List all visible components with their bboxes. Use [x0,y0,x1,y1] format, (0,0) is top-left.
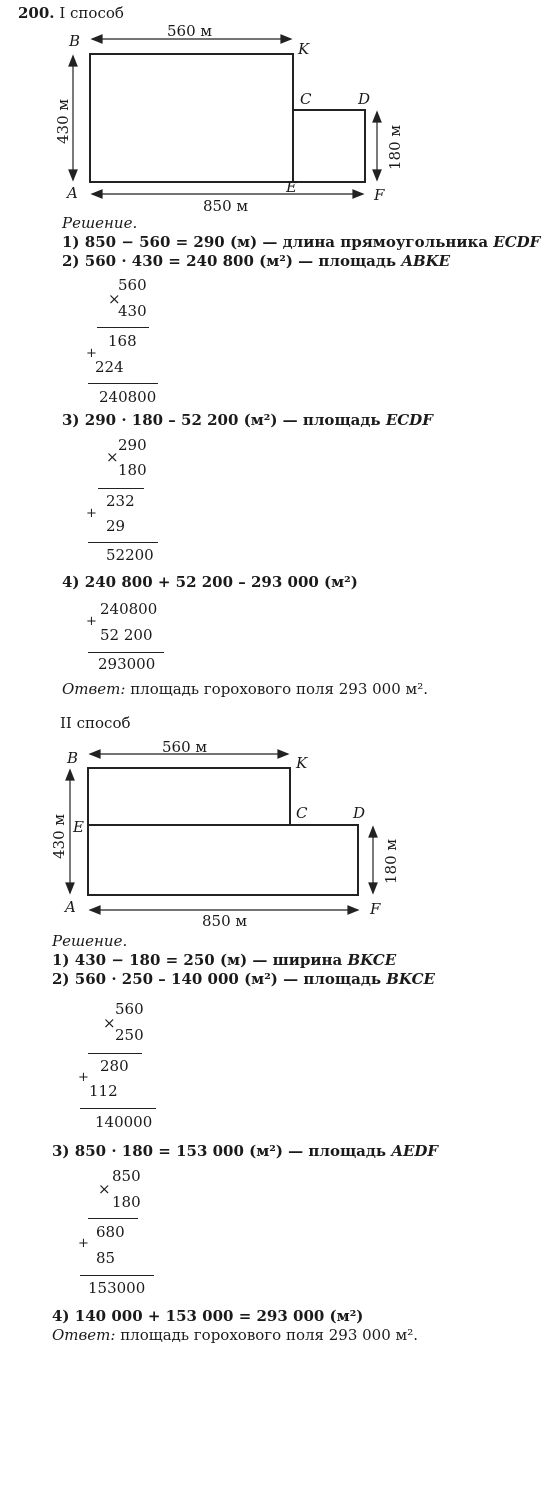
arrowhead-icon [66,883,74,893]
arrowhead-icon [90,750,100,758]
point-label-b: B [69,32,81,50]
operand-a: 240800 [100,600,158,618]
arrowhead-icon [369,883,377,893]
dim-label-left: 430 м [50,813,68,859]
point-label-f: F [370,900,381,918]
rectangle-abke [90,54,293,182]
point-label-b: B [67,749,79,767]
diagram-2 [40,738,420,933]
partial-1: 232 [106,492,135,510]
solution-label-1: Решение. [62,214,138,232]
operand-a: 560 [115,1000,144,1018]
method-1-title: I способ [59,4,124,22]
point-label-f: F [374,186,385,204]
arrowhead-icon [353,190,363,198]
operand-a: 560 [118,276,147,294]
point-label-k: K [298,40,310,58]
step-2-4: 4) 140 000 + 153 000 = 293 000 (м²) [52,1307,364,1325]
arrowhead-icon [92,35,102,43]
plus-sign: + [86,506,97,521]
result: 293000 [98,655,156,673]
answer-text: площадь горохового поля 293 000 м². [120,1326,418,1344]
rule-line [80,1275,154,1276]
dim-label-bottom: 850 м [202,912,248,930]
arrowhead-icon [69,170,77,180]
arrowhead-icon [90,906,100,914]
point-label-e: E [73,818,84,836]
times-sign: × [106,448,119,466]
arrowhead-icon [278,750,288,758]
times-sign: × [98,1180,111,1198]
operand-a: 290 [118,436,147,454]
rule-line [88,652,164,653]
diagram-1 [40,22,420,217]
rule-line [97,327,149,328]
partial-1: 168 [108,332,137,350]
dim-label-top: 560 м [167,22,213,40]
plus-sign: + [86,346,97,361]
result: 240800 [99,388,157,406]
operand-b: 430 [118,302,147,320]
dim-label-right: 180 м [382,838,400,884]
answer-label: Ответ: [62,680,126,698]
point-label-e: E [286,178,297,196]
problem-number: 200. [18,4,55,22]
result: 52200 [106,546,154,564]
step-2-2: 2) 560 · 250 – 140 000 (м²) — площадь BKCE [52,970,435,988]
step-2-3: 3) 850 · 180 = 153 000 (м²) — площадь AEDF [52,1142,439,1160]
point-label-c: C [296,804,308,822]
step-1-1: 1) 850 − 560 = 290 (м) — длина прямоугольника ECDF [62,233,541,251]
problem-header [18,4,124,22]
answer-1 [62,680,428,698]
arrowhead-icon [92,190,102,198]
point-label-c: C [300,90,312,108]
result: 140000 [95,1113,153,1131]
point-label-d: D [358,90,371,108]
method-2-title: II способ [60,714,131,732]
rule-line [88,542,158,543]
dim-label-bottom: 850 м [203,197,249,215]
point-label-a: A [67,184,78,202]
answer-label: Ответ: [52,1326,116,1344]
point-label-d: D [353,804,366,822]
operand-b: 52 200 [100,626,153,644]
partial-2: 112 [89,1082,118,1100]
arrowhead-icon [281,35,291,43]
partial-1: 280 [100,1057,129,1075]
dim-label-right: 180 м [386,124,404,170]
rectangle-ecdf [293,110,365,182]
times-sign: × [103,1014,116,1032]
partial-2: 29 [106,517,126,535]
result: 153000 [88,1279,146,1297]
operand-b: 180 [118,461,147,479]
rule-line [80,1108,156,1109]
plus-sign: + [78,1070,89,1085]
dim-label-left: 430 м [54,98,72,144]
arrowhead-icon [373,112,381,122]
solution-label-2: Решение. [52,932,128,950]
operand-b: 250 [115,1026,144,1044]
plus-sign: + [86,614,97,629]
rule-line [88,1218,138,1219]
step-1-4: 4) 240 800 + 52 200 – 293 000 (м²) [62,573,358,591]
rectangle-aedf [88,825,358,895]
rule-line [98,488,144,489]
arrowhead-icon [348,906,358,914]
times-sign: × [108,290,121,308]
arrowhead-icon [69,56,77,66]
arrowhead-icon [369,827,377,837]
arrowhead-icon [373,170,381,180]
rule-line [88,1053,142,1054]
partial-2: 224 [95,358,124,376]
operand-b: 180 [112,1193,141,1211]
rule-line [88,383,158,384]
step-2-1: 1) 430 − 180 = 250 (м) — ширина BKCE [52,951,397,969]
point-label-a: A [65,898,76,916]
point-label-k: K [296,754,308,772]
partial-1: 680 [96,1223,125,1241]
step-1-2: 2) 560 · 430 = 240 800 (м²) — площадь ABKE [62,252,451,270]
partial-2: 85 [96,1249,116,1267]
answer-2 [52,1326,418,1344]
step-1-3: 3) 290 · 180 – 52 200 (м²) — площадь ECDF [62,411,433,429]
arrowhead-icon [66,770,74,780]
plus-sign: + [78,1236,89,1251]
answer-text: площадь горохового поля 293 000 м². [130,680,428,698]
operand-a: 850 [112,1167,141,1185]
dim-label-top: 560 м [162,738,208,756]
rectangle-bkce [88,768,290,825]
